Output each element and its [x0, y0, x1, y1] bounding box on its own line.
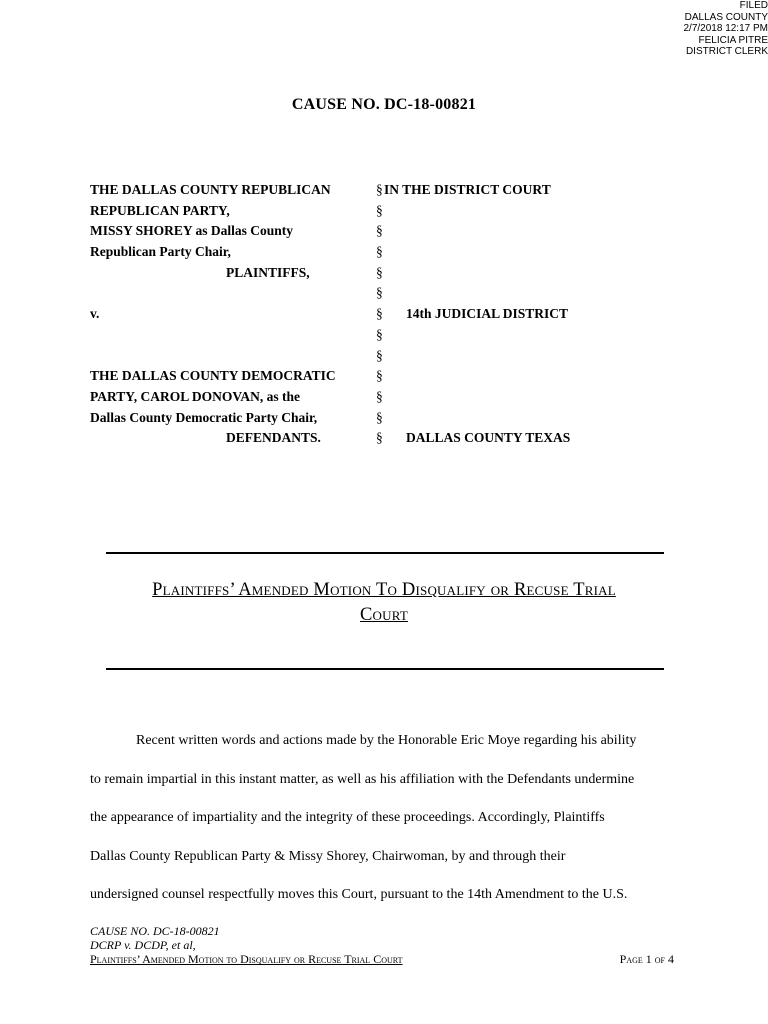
section-mark: §	[376, 430, 383, 446]
section-mark: §	[376, 182, 383, 197]
caption-row	[90, 346, 650, 367]
title-rule-top	[106, 552, 664, 554]
motion-title	[90, 578, 678, 628]
caption-row	[90, 325, 650, 346]
caption-row	[90, 366, 650, 387]
section-mark: §	[376, 223, 383, 239]
caption-row	[90, 304, 650, 325]
filed-stamp-line: FILED	[739, 0, 768, 11]
caption-row	[90, 387, 650, 408]
section-mark: §	[376, 285, 383, 301]
filed-stamp	[648, 0, 768, 58]
caption-court-name: IN THE DISTRICT COURT	[384, 182, 551, 197]
body-line: undersigned counsel respectfully moves this Court, pursuant to the 14th Amendment to the U.S.	[90, 887, 628, 902]
section-mark: §	[376, 326, 383, 342]
section-mark: §	[376, 409, 383, 425]
title-rule-bottom	[106, 668, 664, 670]
body-line: Recent written words and actions made by the Honorable Eric Moye regarding his ability	[136, 733, 637, 748]
body-line: Dallas County Republican Party & Missy Shorey, Chairwoman, by and through their	[90, 848, 566, 864]
caption-party-line: Republican Party Chair,	[90, 244, 231, 260]
caption-plaintiffs-label: PLAINTIFFS,	[226, 264, 310, 280]
caption-party-line: MISSY SHOREY as Dallas County	[90, 223, 294, 239]
motion-title-line: Plaintiffs’ Amended Motion To Disqualify or Recuse Trial	[152, 580, 616, 600]
motion-title-line: Court	[360, 605, 408, 625]
caption-party-line: THE DALLAS COUNTY REPUBLICAN	[90, 182, 331, 197]
section-mark: §	[376, 388, 383, 404]
caption-row	[90, 221, 650, 242]
caption-row	[90, 283, 650, 304]
footer-motion-title: Plaintiffs’ Amended Motion to Disqualify or Recuse Trial Court	[90, 952, 403, 966]
page-number: Page 1 of 4	[619, 952, 674, 966]
footer-cause-number: CAUSE NO. DC-18-00821	[90, 924, 220, 938]
caption-defendants-label: DEFENDANTS.	[226, 430, 321, 446]
caption-row	[90, 242, 650, 263]
footer-parties: DCRP v. DCDP, et al,	[90, 938, 196, 952]
motion-body	[90, 722, 690, 915]
body-line: the appearance of impartiality and the integrity of these proceedings. Accordingly, Plaintiffs	[90, 810, 605, 825]
section-mark: §	[376, 347, 383, 363]
caption-county: DALLAS COUNTY TEXAS	[406, 430, 571, 446]
caption-row	[90, 428, 650, 449]
case-caption	[90, 180, 650, 449]
page-footer	[90, 924, 690, 966]
caption-party-line: THE DALLAS COUNTY DEMOCRATIC	[90, 368, 336, 384]
section-mark: §	[376, 306, 383, 322]
caption-row	[90, 201, 650, 222]
caption-party-line: Dallas County Democratic Party Chair,	[90, 409, 318, 425]
cause-number-title: CAUSE NO. DC-18-00821	[291, 96, 477, 113]
section-mark: §	[376, 244, 383, 260]
caption-row	[90, 263, 650, 284]
filed-stamp-line: 2/7/2018 12:17 PM	[683, 23, 768, 34]
section-mark: §	[376, 264, 383, 280]
caption-party-line: PARTY, CAROL DONOVAN, as the	[90, 388, 301, 404]
caption-party-line: REPUBLICAN PARTY,	[90, 202, 230, 218]
filed-stamp-line: FELICIA PITRE	[698, 34, 768, 46]
caption-row	[90, 408, 650, 429]
caption-versus: v.	[90, 306, 100, 322]
body-line: to remain impartial in this instant matter, as well as his affiliation with the Defendants undermine	[90, 771, 635, 787]
filed-stamp-line: DALLAS COUNTY	[684, 11, 768, 23]
section-mark: §	[376, 202, 383, 218]
caption-row	[90, 180, 650, 201]
caption-judicial-district: 14th JUDICIAL DISTRICT	[406, 306, 569, 322]
filed-stamp-line: DISTRICT CLERK	[685, 46, 768, 57]
section-mark: §	[376, 368, 383, 384]
